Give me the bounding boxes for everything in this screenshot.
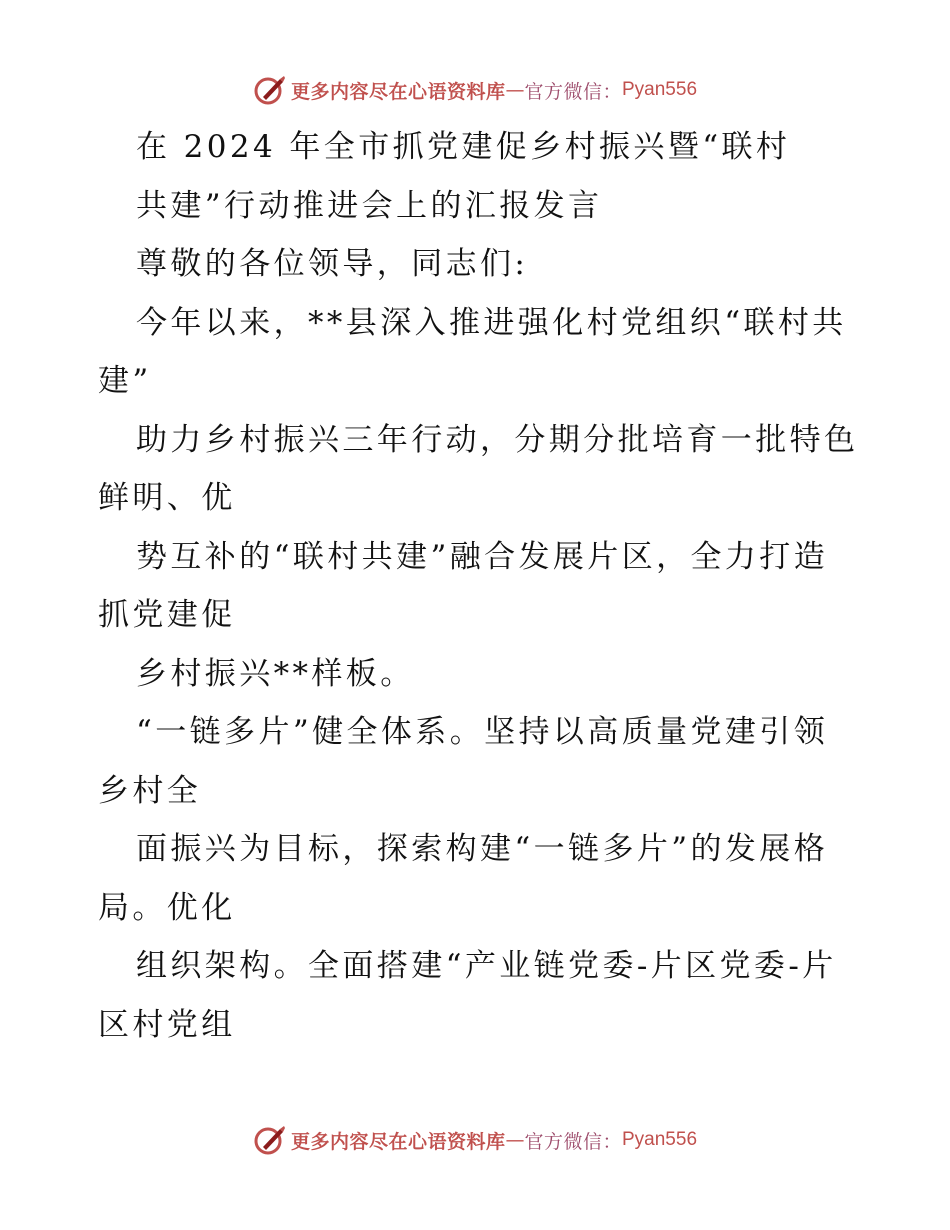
paragraph-line: 助力乡村振兴三年行动，分期分批培育一批特色 bbox=[136, 421, 859, 458]
paragraph-line: 鲜明、优 bbox=[98, 480, 236, 516]
header-watermark bbox=[0, 70, 950, 110]
watermark-dash: — bbox=[505, 1129, 525, 1151]
quill-pen-logo-icon bbox=[253, 1123, 287, 1157]
footer-watermark bbox=[0, 1120, 950, 1160]
watermark-contact-label: 官方微信： bbox=[524, 80, 622, 103]
watermark-dash: — bbox=[505, 79, 525, 101]
paragraph-line: 面振兴为目标，探索构建“一链多片”的发展格 bbox=[136, 831, 829, 867]
document-title-line-1: 在 2024 年全市抓党建促乡村振兴暨“联村 bbox=[136, 129, 791, 165]
paragraph-line: 乡村振兴**样板。 bbox=[136, 655, 415, 692]
watermark-brand: 更多内容尽在心语资料库 bbox=[290, 1130, 506, 1153]
paragraph-line: 区村党组 bbox=[98, 1006, 236, 1043]
paragraph-line: 势互补的“联村共建”融合发展片区，全力打造 bbox=[136, 538, 829, 575]
paragraph-line: 今年以来，**县深入推进强化村党组织“联村共 bbox=[136, 304, 847, 341]
paragraph-line: 抓党建促 bbox=[98, 597, 236, 633]
paragraph-line: 建” bbox=[98, 363, 152, 399]
watermark-contact-id: Pyan556 bbox=[622, 79, 698, 100]
section-heading-line: “一链多片”健全体系。坚持以高质量党建引领 bbox=[136, 714, 829, 750]
paragraph-line: 局。优化 bbox=[98, 889, 236, 926]
watermark-contact-id: Pyan556 bbox=[622, 1129, 698, 1150]
document-body bbox=[98, 118, 858, 1054]
watermark-brand: 更多内容尽在心语资料库 bbox=[290, 80, 506, 103]
paragraph-line: 组织架构。全面搭建“产业链党委-片区党委-片 bbox=[136, 948, 837, 984]
paragraph-line: 乡村全 bbox=[98, 772, 202, 809]
salutation: 尊敬的各位领导，同志们: bbox=[136, 246, 529, 282]
document-title-line-2: 共建”行动推进会上的汇报发言 bbox=[136, 187, 603, 224]
watermark-contact-label: 官方微信： bbox=[524, 1130, 622, 1153]
quill-pen-logo-icon bbox=[253, 73, 287, 107]
